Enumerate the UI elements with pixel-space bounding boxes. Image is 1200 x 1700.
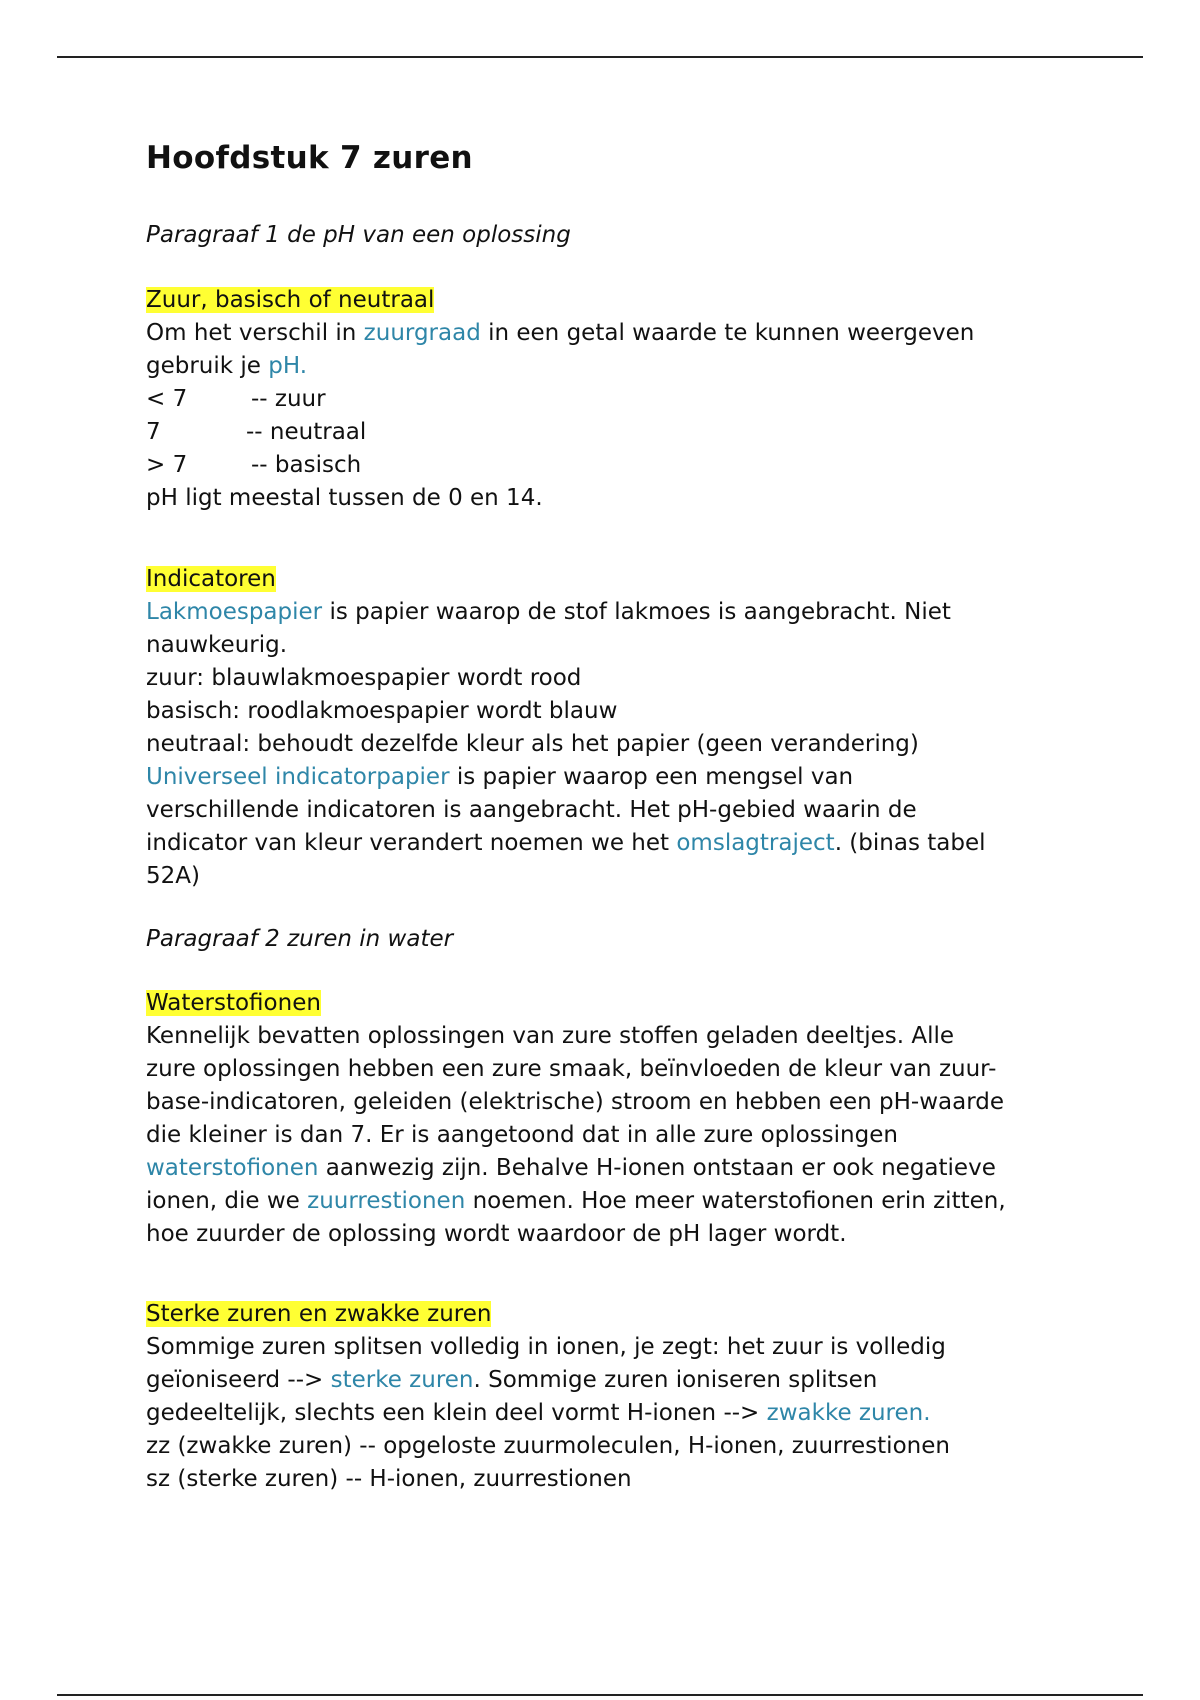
text: aanwezig zijn. Behalve H-ionen ontstaan er ook negatieve bbox=[318, 1155, 996, 1181]
text: indicator van kleur verandert noemen we het bbox=[146, 830, 677, 856]
highlight: Zuur, basisch of neutraal bbox=[146, 287, 435, 313]
text: ionen, die we bbox=[146, 1188, 308, 1214]
bottom-rule bbox=[57, 1694, 1143, 1696]
paragraph-1-subtitle: Paragraaf 1 de pH van een oplossing bbox=[146, 222, 571, 248]
text-line: neutraal: behoudt dezelfde kleur als het papier (geen verandering) bbox=[146, 731, 919, 757]
text: noemen. Hoe meer waterstofionen erin zitten, bbox=[465, 1188, 1006, 1214]
ph-label: -- zuur bbox=[251, 386, 326, 412]
text-line: zz (zwakke zuren) -- opgeloste zuurmoleculen, H-ionen, zuurrestionen bbox=[146, 1433, 950, 1459]
text-line: nauwkeurig. bbox=[146, 632, 288, 658]
term-zuurrestionen: zuurrestionen bbox=[307, 1188, 466, 1214]
term-waterstofionen: waterstofionen bbox=[146, 1155, 319, 1181]
text: geïoniseerd --> bbox=[146, 1367, 331, 1393]
ph-label: -- basisch bbox=[251, 452, 362, 478]
text-line: base-indicatoren, geleiden (elektrische) stroom en hebben een pH-waarde bbox=[146, 1089, 1005, 1115]
term-omslagtraject: omslagtraject bbox=[676, 830, 835, 856]
text: . Sommige zuren ioniseren splitsen bbox=[473, 1367, 878, 1393]
highlight: Sterke zuren en zwakke zuren bbox=[146, 1301, 492, 1327]
text-line bbox=[146, 1397, 931, 1429]
term-zuurgraad: zuurgraad bbox=[363, 320, 481, 346]
text-line bbox=[146, 827, 986, 859]
text-line bbox=[146, 350, 307, 382]
paragraph-2-subtitle: Paragraaf 2 zuren in water bbox=[146, 926, 454, 952]
text: gedeeltelijk, slechts een klein deel vormt H-ionen --> bbox=[146, 1400, 767, 1426]
text: is papier waarop een mengsel van bbox=[449, 764, 854, 790]
text-line: zure oplossingen hebben een zure smaak, beïnvloeden de kleur van zuur- bbox=[146, 1056, 997, 1082]
text-line: basisch: roodlakmoespapier wordt blauw bbox=[146, 698, 618, 724]
text-line: 52A) bbox=[146, 863, 200, 889]
text-line: die kleiner is dan 7. Er is aangetoond dat in alle zure oplossingen bbox=[146, 1122, 898, 1148]
text-line: hoe zuurder de oplossing wordt waardoor de pH lager wordt. bbox=[146, 1221, 847, 1247]
ph-value: > 7 bbox=[146, 452, 188, 478]
term-universeel-indicatorpapier: Universeel indicatorpapier bbox=[146, 764, 450, 790]
text-line: Sommige zuren splitsen volledig in ionen, je zegt: het zuur is volledig bbox=[146, 1334, 946, 1360]
term-zwakke-zuren: zwakke zuren. bbox=[766, 1400, 931, 1426]
text-line: sz (sterke zuren) -- H-ionen, zuurrestionen bbox=[146, 1466, 632, 1492]
text: . (binas tabel bbox=[834, 830, 986, 856]
top-rule bbox=[57, 56, 1143, 58]
section-heading-sterke-zwakke-zuren bbox=[146, 1298, 491, 1330]
text-line: verschillende indicatoren is aangebracht. Het pH-gebied waarin de bbox=[146, 797, 917, 823]
section-heading-indicatoren bbox=[146, 563, 276, 595]
highlight: Indicatoren bbox=[146, 566, 276, 592]
text-line: pH ligt meestal tussen de 0 en 14. bbox=[146, 485, 543, 511]
ph-row-neutraal bbox=[146, 416, 366, 448]
text: is papier waarop de stof lakmoes is aangebracht. Niet bbox=[322, 599, 951, 625]
highlight: Waterstofionen bbox=[146, 990, 321, 1016]
ph-value: 7 bbox=[146, 419, 161, 445]
ph-row-basisch bbox=[146, 449, 361, 481]
text-line bbox=[146, 1185, 1006, 1217]
text: in een getal waarde te kunnen weergeven bbox=[480, 320, 975, 346]
text-line bbox=[146, 1152, 996, 1184]
text: Om het verschil in bbox=[146, 320, 364, 346]
section-heading-waterstofionen bbox=[146, 987, 321, 1019]
text: gebruik je bbox=[146, 353, 269, 379]
section-heading-zuur-basisch-neutraal bbox=[146, 284, 434, 316]
term-sterke-zuren: sterke zuren bbox=[330, 1367, 474, 1393]
text-line bbox=[146, 761, 853, 793]
text-line bbox=[146, 596, 951, 628]
text-line: Kennelijk bevatten oplossingen van zure stoffen geladen deeltjes. Alle bbox=[146, 1023, 955, 1049]
term-ph: pH. bbox=[268, 353, 308, 379]
ph-row-zuur bbox=[146, 383, 326, 415]
text-line: zuur: blauwlakmoespapier wordt rood bbox=[146, 665, 582, 691]
term-lakmoespapier: Lakmoespapier bbox=[146, 599, 323, 625]
ph-label: -- neutraal bbox=[246, 419, 367, 445]
ph-value: < 7 bbox=[146, 386, 188, 412]
page-title: Hoofdstuk 7 zuren bbox=[146, 140, 473, 176]
text-line bbox=[146, 317, 974, 349]
text-line bbox=[146, 1364, 877, 1396]
